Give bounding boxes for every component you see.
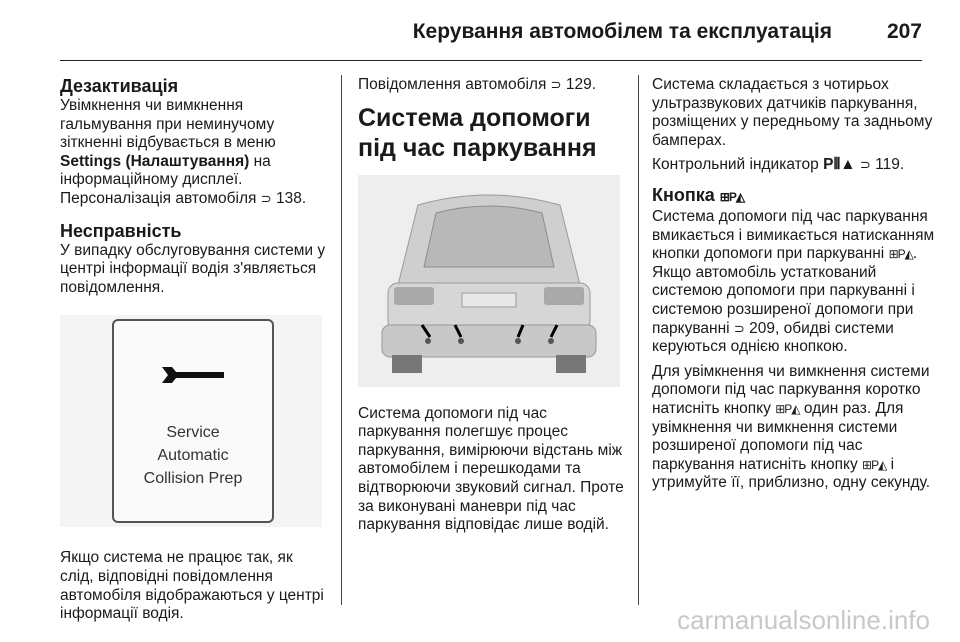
paragraph-malfunction: Якщо система не працює так, як слід, відповідні повідомлення автомобіля відображаються у центрі інформації водія. (60, 549, 324, 623)
header-divider (60, 60, 922, 61)
paragraph-fault: У випадку обслуговування системи у центрі інформації водія з'являється повідомлення. (60, 241, 326, 296)
parking-button-icon: ⊞P◭ (888, 247, 913, 262)
column-divider (638, 75, 639, 605)
ref-arrow-icon: ⊃ (859, 157, 871, 173)
paragraph-messages-ref: Повідомлення автомобіля ⊃ 129. (358, 76, 597, 93)
page-header (60, 18, 922, 58)
paragraph-button-1: Система допомоги під час паркування вмикається і вимикається натисканням кнопки допомоги при паркуванні ⊞P◭. Якщо автомобіль устаткований системою допомоги при паркуванні і системою розширеної допомоги при паркуванні ⊃ 209, обидві системи керуються однією кнопкою. (652, 207, 935, 356)
page-number: 207 (886, 20, 922, 43)
paragraph-button-2: Для увімкнення чи вимкнення системи допомоги під час паркування коротко натисніть кнопку ⊞P◭ один раз. Для увімкнення чи вимкнення системи розширеної допомоги під час паркування натисніть кнопку ⊞P◭ і утримуйте її, приблизно, одну секунду. (652, 362, 931, 492)
column-1 (60, 76, 330, 630)
ref-arrow-icon: ⊃ (260, 190, 272, 206)
heading-fault: Несправність (60, 220, 182, 241)
column-divider (341, 75, 342, 605)
column-3 (652, 76, 937, 499)
parking-indicator-icon: P⦀▲ (823, 156, 856, 174)
paragraph-deactivation: Увімкнення чи вимкнення гальмування при неминучому зіткненні відбувається в меню Settings (Налаштування) на інформаційному дисплеї. Персоналізація автомобіля ⊃ 138. (60, 97, 307, 207)
ref-arrow-icon: ⊃ (550, 77, 562, 92)
parking-button-icon: ⊞P◭ (862, 457, 887, 472)
watermark: carmanualsonline.info (677, 605, 930, 635)
parking-button-icon: ⊞P◭ (719, 189, 745, 204)
header-title: Керування автомобілем та експлуатація (412, 20, 832, 43)
driver-info-display (112, 319, 274, 523)
wrench-icon (158, 361, 228, 389)
service-message: Service Automatic Collision Prep (143, 424, 243, 488)
ref-arrow-icon: ⊃ (733, 320, 745, 336)
paragraph-sensors: Система складається з чотирьох ультразвукових датчиків паркування, розміщених у передньому та задньому бамперах. (652, 76, 933, 149)
page-ref: 138. (275, 189, 307, 207)
paragraph-parking-assist: Система допомоги під час паркування полегшує процес паркування, вимірюючи відстань між автомобілем і перешкодами та відтворюючи звуковий сигнал. Проте за виконувані маневри під час паркування відповідає лише водій. (358, 404, 624, 534)
display-message-figure (60, 315, 322, 527)
heading-button: Кнопка ⊞P◭ (652, 184, 745, 205)
settings-menu-label: Settings (Налаштування) (60, 152, 250, 170)
paragraph-indicator: Контрольний індикатор P⦀▲ ⊃ 119. (652, 156, 905, 174)
column-2 (358, 76, 628, 541)
car-rear-illustration (358, 175, 620, 387)
heading-deactivation: Дезактивація (60, 76, 179, 96)
parking-button-icon: ⊞P◭ (775, 401, 800, 416)
heading-parking-assist: Система допомоги під час паркування (358, 103, 597, 162)
rear-car-sensors-figure (358, 175, 620, 387)
